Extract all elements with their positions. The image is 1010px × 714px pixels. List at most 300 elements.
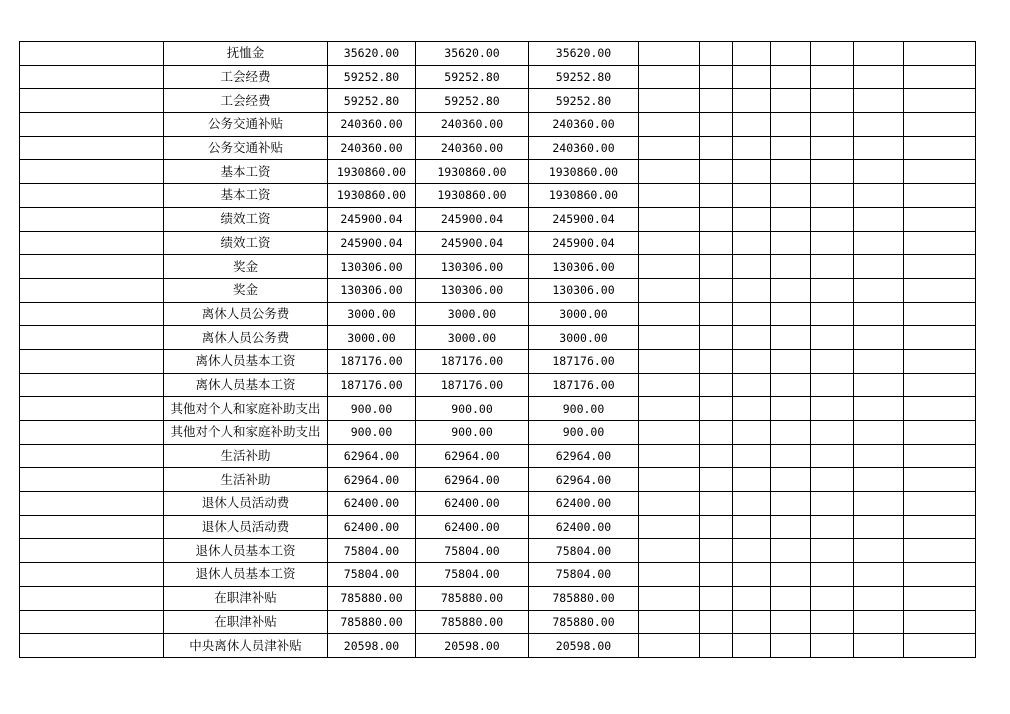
amount-cell: 245900.04	[328, 207, 416, 231]
empty-cell	[639, 326, 700, 350]
empty-cell	[700, 278, 733, 302]
table-row	[20, 302, 976, 326]
empty-cell	[733, 207, 771, 231]
empty-cell	[904, 586, 976, 610]
table-row	[20, 231, 976, 255]
item-name-cell: 奖金	[164, 278, 328, 302]
empty-cell	[639, 468, 700, 492]
amount-cell: 785880.00	[328, 586, 416, 610]
code-cell	[20, 610, 164, 634]
empty-cell	[733, 539, 771, 563]
empty-cell	[700, 136, 733, 160]
code-cell	[20, 492, 164, 516]
empty-cell	[811, 586, 854, 610]
code-cell	[20, 444, 164, 468]
empty-cell	[733, 444, 771, 468]
table-row	[20, 160, 976, 184]
empty-cell	[811, 326, 854, 350]
item-name-cell: 基本工资	[164, 184, 328, 208]
code-cell	[20, 634, 164, 658]
empty-cell	[904, 468, 976, 492]
item-name-cell: 退休人员基本工资	[164, 563, 328, 587]
amount-cell: 245900.04	[529, 231, 639, 255]
amount-cell: 59252.80	[416, 65, 529, 89]
code-cell	[20, 349, 164, 373]
table-row	[20, 65, 976, 89]
empty-cell	[854, 160, 904, 184]
amount-cell: 785880.00	[416, 610, 529, 634]
table-row	[20, 610, 976, 634]
table-row	[20, 397, 976, 421]
table-row	[20, 113, 976, 137]
table-row	[20, 326, 976, 350]
table-row	[20, 42, 976, 66]
empty-cell	[700, 468, 733, 492]
code-cell	[20, 563, 164, 587]
empty-cell	[904, 278, 976, 302]
amount-cell: 35620.00	[529, 42, 639, 66]
code-cell	[20, 468, 164, 492]
amount-cell: 59252.80	[416, 89, 529, 113]
item-name-cell: 离休人员基本工资	[164, 349, 328, 373]
empty-cell	[639, 255, 700, 279]
item-name-cell: 退休人员活动费	[164, 515, 328, 539]
empty-cell	[733, 65, 771, 89]
item-name-cell: 离休人员基本工资	[164, 373, 328, 397]
amount-cell: 900.00	[529, 397, 639, 421]
amount-cell: 240360.00	[416, 113, 529, 137]
item-name-cell: 公务交通补贴	[164, 113, 328, 137]
empty-cell	[904, 349, 976, 373]
code-cell	[20, 421, 164, 445]
empty-cell	[904, 539, 976, 563]
empty-cell	[811, 42, 854, 66]
amount-cell: 62400.00	[529, 515, 639, 539]
code-cell	[20, 89, 164, 113]
code-cell	[20, 278, 164, 302]
amount-cell: 1930860.00	[416, 184, 529, 208]
empty-cell	[733, 492, 771, 516]
empty-cell	[904, 89, 976, 113]
amount-cell: 3000.00	[328, 302, 416, 326]
amount-cell: 245900.04	[416, 231, 529, 255]
amount-cell: 1930860.00	[529, 184, 639, 208]
empty-cell	[733, 515, 771, 539]
amount-cell: 62400.00	[416, 492, 529, 516]
amount-cell: 187176.00	[529, 373, 639, 397]
empty-cell	[733, 349, 771, 373]
table-row	[20, 89, 976, 113]
amount-cell: 240360.00	[416, 136, 529, 160]
empty-cell	[771, 444, 811, 468]
amount-cell: 20598.00	[529, 634, 639, 658]
item-name-cell: 离休人员公务费	[164, 326, 328, 350]
empty-cell	[854, 184, 904, 208]
empty-cell	[639, 634, 700, 658]
empty-cell	[811, 444, 854, 468]
item-name-cell: 生活补助	[164, 444, 328, 468]
empty-cell	[700, 113, 733, 137]
empty-cell	[639, 397, 700, 421]
empty-cell	[733, 397, 771, 421]
empty-cell	[771, 397, 811, 421]
table-row	[20, 349, 976, 373]
empty-cell	[771, 610, 811, 634]
code-cell	[20, 255, 164, 279]
table-row	[20, 539, 976, 563]
table-row	[20, 278, 976, 302]
empty-cell	[904, 302, 976, 326]
empty-cell	[700, 492, 733, 516]
empty-cell	[854, 278, 904, 302]
empty-cell	[733, 113, 771, 137]
amount-cell: 20598.00	[328, 634, 416, 658]
item-name-cell: 离休人员公务费	[164, 302, 328, 326]
empty-cell	[811, 255, 854, 279]
table-body	[20, 42, 976, 658]
empty-cell	[904, 231, 976, 255]
amount-cell: 240360.00	[328, 136, 416, 160]
amount-cell: 62400.00	[529, 492, 639, 516]
empty-cell	[904, 397, 976, 421]
empty-cell	[733, 373, 771, 397]
empty-cell	[854, 326, 904, 350]
empty-cell	[771, 421, 811, 445]
amount-cell: 59252.80	[328, 89, 416, 113]
item-name-cell: 基本工资	[164, 160, 328, 184]
table-row	[20, 586, 976, 610]
code-cell	[20, 136, 164, 160]
empty-cell	[904, 492, 976, 516]
empty-cell	[904, 160, 976, 184]
code-cell	[20, 113, 164, 137]
empty-cell	[904, 255, 976, 279]
amount-cell: 3000.00	[529, 326, 639, 350]
empty-cell	[771, 349, 811, 373]
empty-cell	[811, 468, 854, 492]
empty-cell	[700, 231, 733, 255]
empty-cell	[904, 113, 976, 137]
empty-cell	[700, 42, 733, 66]
code-cell	[20, 586, 164, 610]
empty-cell	[700, 610, 733, 634]
amount-cell: 62964.00	[416, 468, 529, 492]
empty-cell	[811, 302, 854, 326]
empty-cell	[700, 539, 733, 563]
empty-cell	[700, 207, 733, 231]
empty-cell	[854, 397, 904, 421]
empty-cell	[700, 326, 733, 350]
amount-cell: 240360.00	[529, 113, 639, 137]
amount-cell: 900.00	[416, 421, 529, 445]
empty-cell	[854, 468, 904, 492]
amount-cell: 3000.00	[416, 326, 529, 350]
item-name-cell: 其他对个人和家庭补助支出	[164, 421, 328, 445]
code-cell	[20, 326, 164, 350]
empty-cell	[904, 65, 976, 89]
budget-table	[19, 41, 976, 658]
amount-cell: 785880.00	[416, 586, 529, 610]
amount-cell: 1930860.00	[328, 184, 416, 208]
table-row	[20, 255, 976, 279]
amount-cell: 240360.00	[529, 136, 639, 160]
amount-cell: 240360.00	[328, 113, 416, 137]
empty-cell	[854, 65, 904, 89]
empty-cell	[771, 136, 811, 160]
empty-cell	[771, 302, 811, 326]
empty-cell	[811, 610, 854, 634]
empty-cell	[733, 278, 771, 302]
empty-cell	[854, 634, 904, 658]
empty-cell	[639, 539, 700, 563]
empty-cell	[811, 231, 854, 255]
empty-cell	[854, 563, 904, 587]
empty-cell	[733, 421, 771, 445]
code-cell	[20, 539, 164, 563]
item-name-cell: 工会经费	[164, 89, 328, 113]
empty-cell	[700, 255, 733, 279]
table-row	[20, 421, 976, 445]
table-row	[20, 468, 976, 492]
amount-cell: 900.00	[529, 421, 639, 445]
amount-cell: 35620.00	[416, 42, 529, 66]
item-name-cell: 退休人员基本工资	[164, 539, 328, 563]
empty-cell	[639, 373, 700, 397]
empty-cell	[771, 563, 811, 587]
amount-cell: 245900.04	[328, 231, 416, 255]
empty-cell	[904, 136, 976, 160]
empty-cell	[771, 113, 811, 137]
amount-cell: 900.00	[416, 397, 529, 421]
empty-cell	[771, 468, 811, 492]
empty-cell	[854, 136, 904, 160]
amount-cell: 75804.00	[328, 539, 416, 563]
code-cell	[20, 42, 164, 66]
empty-cell	[771, 42, 811, 66]
empty-cell	[904, 326, 976, 350]
empty-cell	[733, 586, 771, 610]
empty-cell	[639, 160, 700, 184]
amount-cell: 59252.80	[328, 65, 416, 89]
amount-cell: 785880.00	[529, 586, 639, 610]
empty-cell	[811, 421, 854, 445]
item-name-cell: 工会经费	[164, 65, 328, 89]
item-name-cell: 退休人员活动费	[164, 492, 328, 516]
table-row	[20, 515, 976, 539]
amount-cell: 245900.04	[529, 207, 639, 231]
empty-cell	[700, 349, 733, 373]
amount-cell: 187176.00	[416, 349, 529, 373]
item-name-cell: 中央离休人员津补贴	[164, 634, 328, 658]
amount-cell: 187176.00	[416, 373, 529, 397]
empty-cell	[733, 231, 771, 255]
empty-cell	[733, 160, 771, 184]
amount-cell: 3000.00	[529, 302, 639, 326]
code-cell	[20, 515, 164, 539]
empty-cell	[639, 207, 700, 231]
amount-cell: 59252.80	[529, 89, 639, 113]
code-cell	[20, 207, 164, 231]
empty-cell	[639, 65, 700, 89]
amount-cell: 59252.80	[529, 65, 639, 89]
amount-cell: 130306.00	[416, 278, 529, 302]
empty-cell	[639, 302, 700, 326]
empty-cell	[854, 539, 904, 563]
empty-cell	[733, 326, 771, 350]
amount-cell: 20598.00	[416, 634, 529, 658]
empty-cell	[854, 89, 904, 113]
code-cell	[20, 397, 164, 421]
empty-cell	[639, 89, 700, 113]
code-cell	[20, 231, 164, 255]
empty-cell	[811, 113, 854, 137]
empty-cell	[700, 586, 733, 610]
empty-cell	[639, 278, 700, 302]
table-row	[20, 563, 976, 587]
empty-cell	[854, 255, 904, 279]
empty-cell	[639, 610, 700, 634]
empty-cell	[904, 444, 976, 468]
empty-cell	[854, 113, 904, 137]
empty-cell	[700, 89, 733, 113]
empty-cell	[639, 586, 700, 610]
amount-cell: 900.00	[328, 421, 416, 445]
empty-cell	[811, 539, 854, 563]
empty-cell	[733, 468, 771, 492]
empty-cell	[811, 515, 854, 539]
empty-cell	[771, 231, 811, 255]
empty-cell	[700, 563, 733, 587]
table-row	[20, 492, 976, 516]
amount-cell: 187176.00	[328, 349, 416, 373]
amount-cell: 1930860.00	[416, 160, 529, 184]
empty-cell	[854, 302, 904, 326]
empty-cell	[639, 42, 700, 66]
table-row	[20, 136, 976, 160]
empty-cell	[771, 326, 811, 350]
empty-cell	[639, 136, 700, 160]
empty-cell	[771, 255, 811, 279]
item-name-cell: 生活补助	[164, 468, 328, 492]
code-cell	[20, 160, 164, 184]
amount-cell: 75804.00	[416, 539, 529, 563]
amount-cell: 62400.00	[416, 515, 529, 539]
empty-cell	[904, 421, 976, 445]
empty-cell	[639, 349, 700, 373]
empty-cell	[854, 586, 904, 610]
empty-cell	[733, 89, 771, 113]
empty-cell	[700, 65, 733, 89]
empty-cell	[733, 610, 771, 634]
empty-cell	[811, 278, 854, 302]
amount-cell: 75804.00	[328, 563, 416, 587]
empty-cell	[733, 563, 771, 587]
amount-cell: 785880.00	[328, 610, 416, 634]
spreadsheet-page	[19, 41, 976, 658]
empty-cell	[639, 563, 700, 587]
amount-cell: 62400.00	[328, 515, 416, 539]
empty-cell	[733, 302, 771, 326]
amount-cell: 3000.00	[416, 302, 529, 326]
amount-cell: 187176.00	[328, 373, 416, 397]
amount-cell: 130306.00	[416, 255, 529, 279]
amount-cell: 130306.00	[328, 255, 416, 279]
empty-cell	[639, 113, 700, 137]
empty-cell	[811, 89, 854, 113]
table-row	[20, 444, 976, 468]
empty-cell	[811, 160, 854, 184]
empty-cell	[854, 42, 904, 66]
empty-cell	[639, 515, 700, 539]
empty-cell	[639, 492, 700, 516]
empty-cell	[733, 136, 771, 160]
table-row	[20, 373, 976, 397]
empty-cell	[700, 302, 733, 326]
code-cell	[20, 65, 164, 89]
amount-cell: 75804.00	[529, 563, 639, 587]
empty-cell	[771, 184, 811, 208]
amount-cell: 62400.00	[328, 492, 416, 516]
empty-cell	[733, 634, 771, 658]
amount-cell: 62964.00	[416, 444, 529, 468]
empty-cell	[733, 255, 771, 279]
amount-cell: 785880.00	[529, 610, 639, 634]
amount-cell: 62964.00	[529, 444, 639, 468]
code-cell	[20, 184, 164, 208]
empty-cell	[639, 184, 700, 208]
empty-cell	[854, 349, 904, 373]
empty-cell	[639, 231, 700, 255]
empty-cell	[811, 397, 854, 421]
item-name-cell: 在职津补贴	[164, 610, 328, 634]
item-name-cell: 绩效工资	[164, 231, 328, 255]
empty-cell	[811, 492, 854, 516]
empty-cell	[854, 231, 904, 255]
empty-cell	[771, 634, 811, 658]
amount-cell: 130306.00	[328, 278, 416, 302]
empty-cell	[700, 444, 733, 468]
empty-cell	[904, 207, 976, 231]
amount-cell: 3000.00	[328, 326, 416, 350]
empty-cell	[771, 539, 811, 563]
empty-cell	[700, 515, 733, 539]
empty-cell	[904, 515, 976, 539]
amount-cell: 62964.00	[328, 468, 416, 492]
empty-cell	[771, 515, 811, 539]
empty-cell	[700, 397, 733, 421]
empty-cell	[639, 444, 700, 468]
empty-cell	[854, 207, 904, 231]
empty-cell	[700, 421, 733, 445]
table-row	[20, 634, 976, 658]
empty-cell	[854, 421, 904, 445]
amount-cell: 245900.04	[416, 207, 529, 231]
amount-cell: 75804.00	[416, 563, 529, 587]
code-cell	[20, 373, 164, 397]
empty-cell	[811, 349, 854, 373]
empty-cell	[811, 65, 854, 89]
empty-cell	[700, 184, 733, 208]
item-name-cell: 抚恤金	[164, 42, 328, 66]
empty-cell	[904, 184, 976, 208]
empty-cell	[771, 586, 811, 610]
amount-cell: 1930860.00	[328, 160, 416, 184]
empty-cell	[904, 563, 976, 587]
empty-cell	[811, 634, 854, 658]
empty-cell	[700, 634, 733, 658]
empty-cell	[771, 373, 811, 397]
item-name-cell: 在职津补贴	[164, 586, 328, 610]
